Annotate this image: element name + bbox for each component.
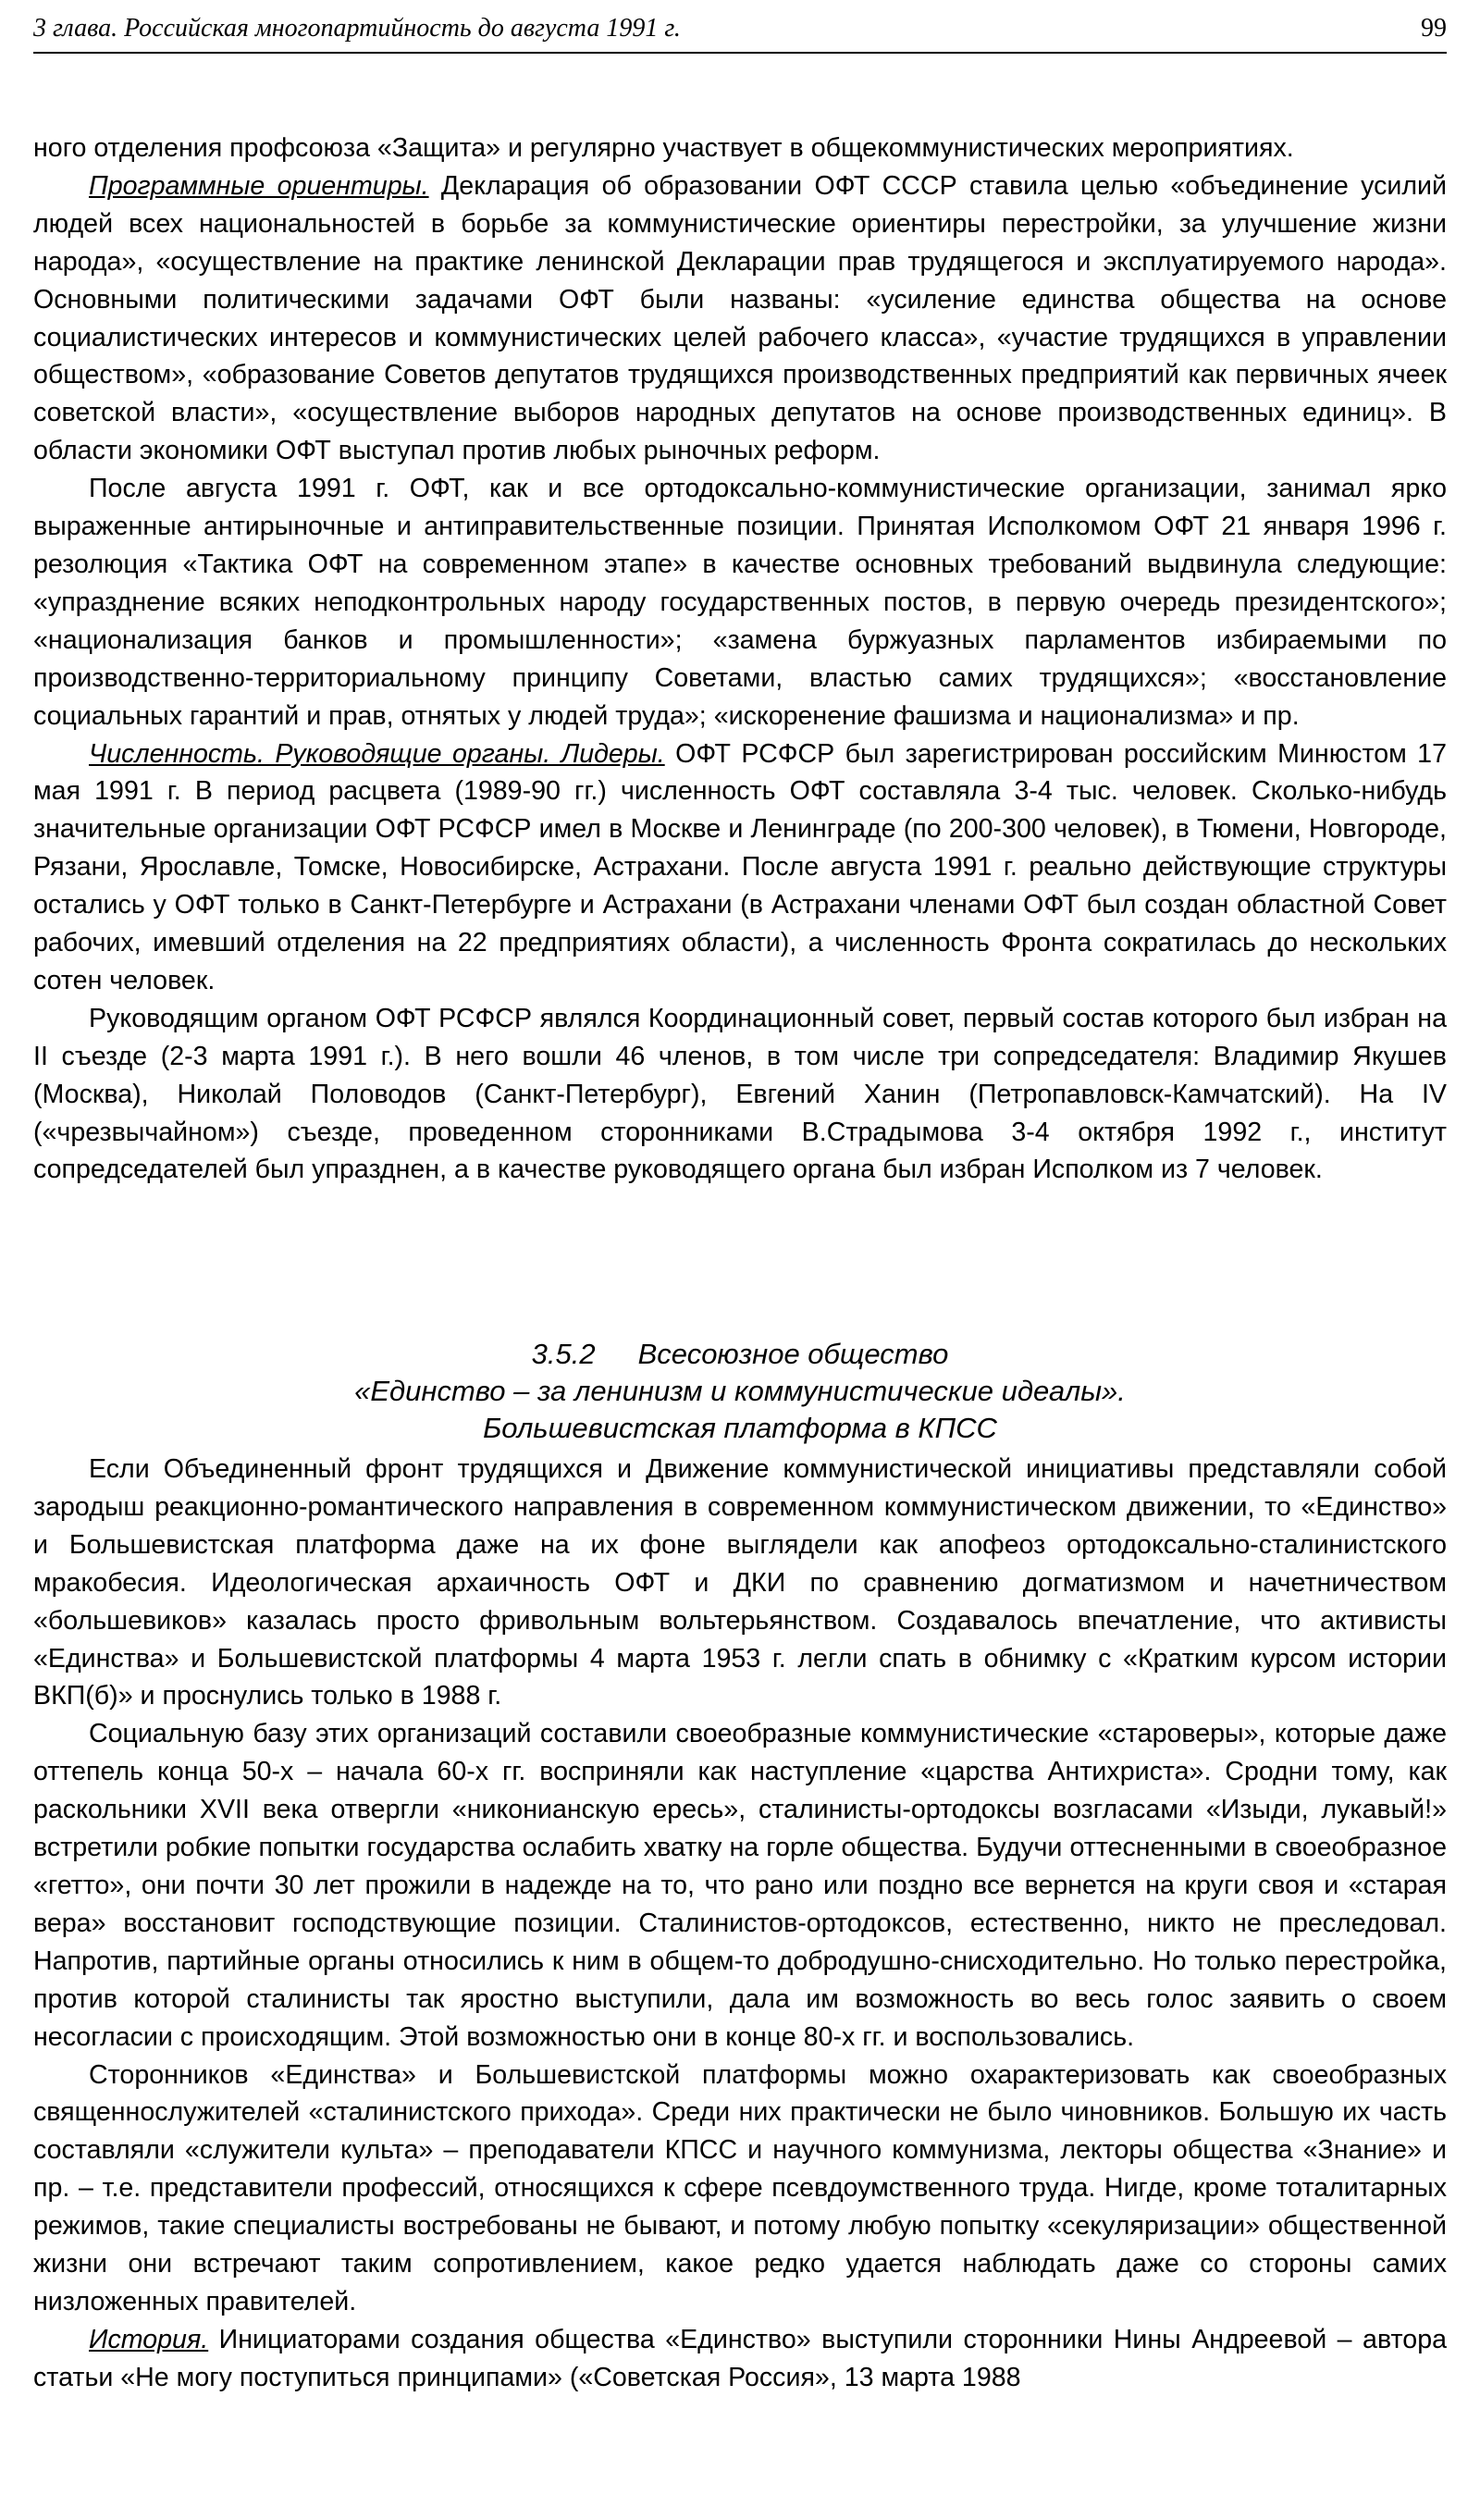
section-heading: [33, 1336, 1447, 1447]
paragraph: Если Объединенный фронт трудящихся и Движение коммунистической инициативы представляли собой зародыш реакционно-романтического направления в современном коммунистическом движении, то «Единство» и Большевистская платформа даже на их фоне выглядели как апофеоз ортодоксально-сталинистского мракобесия. Идеологическая архаичность ОФТ и ДКИ по сравнению догматизмом и начетничеством «большевиков» казалась просто фривольным вольтерьянством. Создавалось впечатление, что активисты «Единства» и Большевистской платформы 4 марта 1953 г. легли спать в обнимку с «Кратким курсом истории ВКП(б)» и проснулись только в 1988 г.: [33, 1454, 1447, 1711]
paragraph: [33, 167, 1447, 470]
paragraph: Руководящим органом ОФТ РСФСР являлся Координационный совет, первый состав которого был избран на II съезде (2-3 марта 1991 г.). В него вошли 46 членов, в том числе три сопредседателя: Владимир Якушев (Москва), Николай Половодов (Санкт-Петербург), Евгений Ханин (Петропавловск-Камчатский). На IV («чрезвычайном») съезде, проведенном сторонниками В.Страдымова 3-4 октября 1992 г., институт сопредседателей был упразднен, а в качестве руководящего органа был избран Исполком из 7 человек.: [33, 1003, 1447, 1185]
paragraph: [33, 2321, 1447, 2397]
section-heading-line-2: «Единство – за ленинизм и коммунистические идеалы».: [354, 1375, 1126, 1407]
paragraph-text: Декларация об образовании ОФТ СССР ставила целью «объединение усилий людей всех национальностей в борьбе за коммунистические ориентиры перестройки, за улучшение жизни народа», «осуществление на практике ленинской Декларации прав трудящегося и эксплуатируемого народа». Основными политическими задачами ОФТ были названы: «усиление единства общества на основе социалистических интересов и коммунистических целей рабочего класса», «участие трудящихся в управлении обществом», «образование Советов депутатов трудящихся производственных предприятий как первичных ячеек советской власти», «осуществление выборов народных депутатов на основе производственных единиц». В области экономики ОФТ выступал против любых рыночных реформ.: [33, 170, 1447, 466]
text-block-bottom: [33, 1451, 1447, 2397]
text-block-top: [33, 130, 1447, 1189]
paragraph: Сторонников «Единства» и Большевистской платформы можно охарактеризовать как своеобразных священнослужителей «сталинистского прихода». Среди них практически не было чиновников. Большую их часть составляли «служители культа» – преподаватели КПСС и научного коммунизма, лекторы общества «Знание» и пр. – т.е. представители профессий, относящихся к сфере псевдоумственного труда. Нигде, кроме тоталитарных режимов, такие специалисты востребованы не бывают, и потому любую попытку «секуляризации» общественной жизни они встречают таким сопротивлением, какое редко удается наблюдать даже со стороны самих низложенных правителей.: [33, 2059, 1447, 2316]
paragraph-lead-label: Численность. Руководящие органы. Лидеры.: [89, 738, 665, 769]
paragraph: [33, 735, 1447, 1000]
paragraph: Социальную базу этих организаций составили своеобразные коммунистические «староверы», которые даже оттепель конца 50-х – начала 60-х гг. восприняли как наступление «царства Антихриста». Сродни тому, как раскольники XVII века отвергли «никонианскую ересь», сталинисты-ортодоксы возгласами «Изыди, лукавый!» встретили робкие попытки государства ослабить хватку на горле общества. Будучи оттесненными в своеобразное «гетто», они почти 30 лет прожили в надежде на то, что рано или поздно все вернется на круги своя и «старая вера» восстановит господствующие позиции. Сталинистов-ортодоксов, естественно, никто не преследовал. Напротив, партийные органы относились к ним в общем-то добродушно-снисходительно. Но только перестройка, против которой сталинисты так яростно выступили, дала им возможность во весь голос заявить о своем несогласии с происходящим. Этой возможностью они в конце 80-х гг. и воспользовались.: [33, 1719, 1447, 2052]
page-number: 99: [1421, 14, 1447, 43]
paragraph-lead-label: История.: [89, 2324, 209, 2354]
section-number: 3.5.2: [531, 1338, 596, 1370]
paragraph-text: Инициаторами создания общества «Единство» выступили сторонники Нины Андреевой – автора статьи «Не могу поступиться принципами» («Советская Россия», 13 марта 1988: [33, 2324, 1447, 2392]
paragraph-lead-label: Программные ориентиры.: [89, 170, 429, 201]
running-header: [33, 6, 1447, 54]
paragraph-text: ОФТ РСФСР был зарегистрирован российским Минюстом 17 мая 1991 г. В период расцвета (1989-90 гг.) численность ОФТ составляла 3-4 тыс. человек. Сколько-нибудь значительные организации ОФТ РСФСР имел в Москве и Ленинграде (по 200-300 человек), в Тюмени, Новгороде, Рязани, Ярославле, Томске, Новосибирске, Астрахани. После августа 1991 г. реально действующие структуры остались у ОФТ только в Санкт-Петербурге и Астрахани (в Астрахани членами ОФТ был создан областной Совет рабочих, имевший отделения на 22 предприятиях области), а численность Фронта сократилась до нескольких сотен человек.: [33, 738, 1447, 995]
section-heading-line-1: 3.5.2 Всесоюзное общество: [531, 1338, 949, 1370]
paragraph: После августа 1991 г. ОФТ, как и все ортодоксально-коммунистические организации, занимал ярко выраженные антирыночные и антиправительственные позиции. Принятая Исполкомом ОФТ 21 января 1996 г. резолюция «Тактика ОФТ на современном этапе» в качестве основных требований выдвинула следующие: «упразднение всяких неподконтрольных народу государственных постов, в первую очередь президентского»; «национализация банков и промышленности»; «замена буржуазных парламентов избираемыми по производственно-территориальному принципу Советами, властью самих трудящихся»; «восстановление социальных гарантий и прав, отнятых у людей труда»; «искоренение фашизма и национализма» и пр.: [33, 474, 1447, 731]
chapter-title: 3 глава. Российская многопартийность до августа 1991 г.: [33, 14, 681, 43]
paragraph: ного отделения профсоюза «Защита» и регулярно участвует в общекоммунистических мероприятиях.: [33, 133, 1294, 163]
section-heading-line-3: Большевистская платформа в КПСС: [483, 1412, 997, 1444]
